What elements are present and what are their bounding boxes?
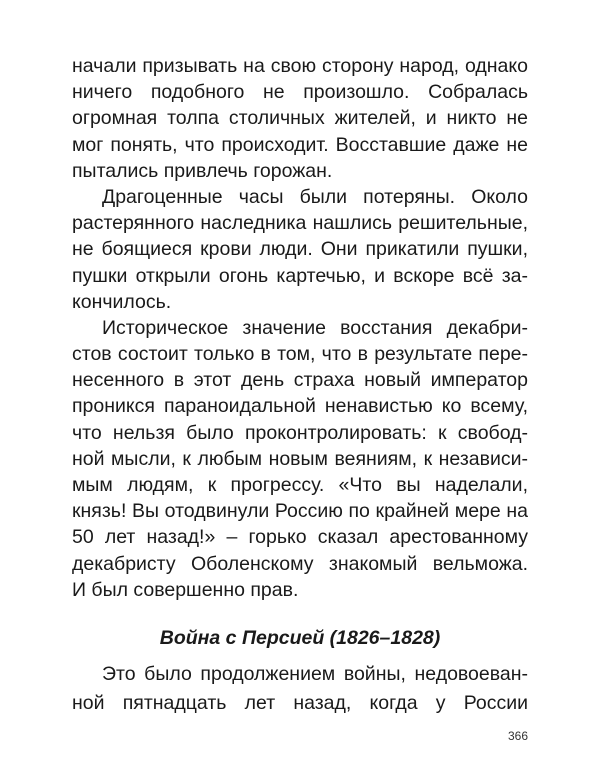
text-line: кончилось.: [72, 290, 172, 313]
text-line: Драгоценные часы были потеряны. Около: [102, 185, 528, 208]
text-line: ничего подобного не произошло. Собралась: [72, 81, 528, 104]
text-line: декабристу Оболенскому знакомый вельможа.: [72, 552, 528, 575]
body-text: [72, 53, 528, 603]
text-line: стов состоит только в том, что в результате пере-: [72, 343, 528, 366]
text-line: пушки открыли огонь картечью, и вскоре всё за-: [72, 264, 528, 287]
text-line: 50 лет назад!» – горько сказал арестованному: [72, 526, 528, 549]
text-line: огромная толпа столичных жителей, и никто не: [72, 107, 528, 130]
section-heading: Война с Персией (1826–1828): [159, 627, 441, 649]
text-line: несенного в этот день страха новый император: [72, 369, 528, 392]
text-line: ной пятнадцать лет назад, когда у России: [72, 692, 528, 714]
paragraph: [72, 184, 528, 315]
paragraph: [72, 315, 528, 603]
section-paragraph: [72, 660, 528, 718]
text-line: проникся параноидальной ненавистью ко всему,: [72, 395, 528, 418]
paragraph: [72, 53, 528, 184]
text-line: Это было продолжением войны, недовоеван-: [102, 663, 528, 685]
text-line: князь! Вы отодвинули Россию по крайней мере на: [72, 500, 528, 523]
page-number: 366: [507, 729, 528, 743]
text-line: что нельзя было проконтролировать: к свобод-: [72, 421, 528, 444]
text-line: И был совершенно прав.: [72, 578, 299, 601]
text-line: пытались привлечь горожан.: [72, 159, 333, 182]
text-line: мог понять, что происходит. Восставшие даже не: [72, 133, 528, 156]
text-line: не боящиеся крови люди. Они прикатили пушки,: [72, 238, 528, 261]
text-line: ной мысли, к любым новым веяниям, к независи-: [72, 447, 528, 470]
text-line: Историческое значение восстания декабри-: [102, 316, 528, 339]
text-line: начали призывать на свою сторону народ, однако: [72, 55, 528, 77]
text-line: мым людям, к прогрессу. «Что вы наделали,: [72, 474, 528, 496]
text-line: растерянного наследника нашлись решительные,: [72, 212, 528, 235]
